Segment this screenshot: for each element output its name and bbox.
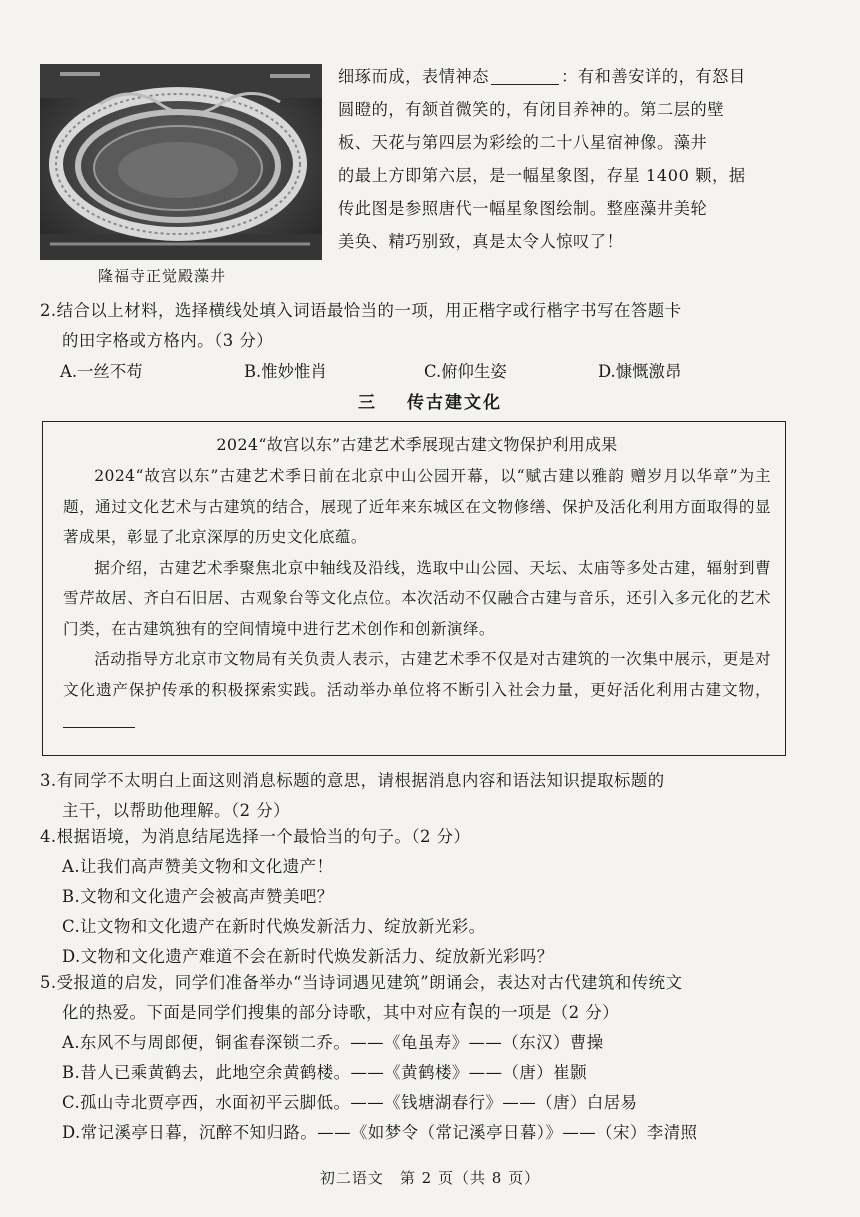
question-5-line-2 <box>40 998 830 1028</box>
news-paragraph-1: 2024“故宫以东”古建艺术季日前在北京中山公园开幕，以“赋古建以雅韵 赠岁月以华章”为主题，通过文化艺术与古建筑的结合，展现了近年来东城区在文物修缮、保护及活化利用方面取得的显著成果，彰显了北京深厚的历史文化底蕴。 <box>63 467 771 546</box>
intro-line-4: 板、天花与第四层为彩绘的二十八星宿神像。藻井 <box>338 133 708 152</box>
intro-line-1: 细琢而成，表情神态 <box>338 67 490 86</box>
page-footer: 初二语文 第 2 页（共 8 页） <box>319 1169 541 1187</box>
option-c: C.让文物和文化遗产在新时代焕发新活力、绽放新光彩。 <box>62 917 486 936</box>
question-5-line-1: 5.受报道的启发，同学们准备举办“当诗词遇见建筑”朗诵会，表达对古代建筑和传统文 <box>40 973 683 992</box>
caisson-photo <box>40 64 322 260</box>
option-d: D.文物和文化遗产难道不会在新时代焕发新活力、绽放新光彩吗？ <box>62 947 554 966</box>
intro-line-6: 传此图是参照唐代一幅星象图绘制。整座藻井美轮 <box>338 199 708 218</box>
option-a: A.一丝不苟 <box>60 362 143 381</box>
question-3-line-2: 主干，以帮助他理解。（2 分） <box>62 801 291 820</box>
news-title: 2024“故宫以东”古建艺术季展现古建文物保护利用成果 <box>216 435 618 454</box>
option-b: B.惟妙惟肖 <box>244 362 327 381</box>
section-number: 三 <box>358 393 377 413</box>
question-4 <box>40 822 830 972</box>
intro-line-7: 美奂、精巧别致，真是太令人惊叹了！ <box>338 232 624 251</box>
emphasis-dotted: • • 有误 <box>450 1003 484 1022</box>
question-4-stem: 4.根据语境，为消息结尾选择一个最恰当的句子。（2 分） <box>40 827 471 846</box>
intro-line-5: 的最上方即第六层，是一幅星象图，存星 1400 颗，据 <box>338 166 746 185</box>
option-c: C.俯仰生姿 <box>424 362 507 381</box>
photo-caption: 隆福寺正觉殿藻井 <box>98 267 227 285</box>
question-5-line-2-c: 的一项是（2 分） <box>484 1003 620 1022</box>
intro-line-2: ：有和善安详的，有怒目 <box>561 67 746 86</box>
question-3 <box>40 766 830 826</box>
option-a: A.让我们高声赞美文物和文化遗产！ <box>62 857 334 876</box>
option-c: C.孤山寺北贾亭西，水面初平云脚低。——《钱塘湖春行》——（唐）白居易 <box>62 1093 638 1112</box>
news-paragraph-3 <box>63 644 771 736</box>
answer-blank <box>491 68 559 85</box>
option-a: A.东风不与周郎便，铜雀春深锁二乔。——《龟虽寿》——（东汉）曹操 <box>62 1033 604 1052</box>
caisson-illustration <box>40 64 322 260</box>
intro-passage <box>338 60 828 258</box>
answer-blank <box>63 711 135 728</box>
question-2-stem-line-1: 2.结合以上材料，选择横线处填入词语最恰当的一项，用正楷字或行楷字书写在答题卡 <box>40 301 682 320</box>
section-heading <box>0 388 860 413</box>
question-2-stem-line-2: 的田字格或方格内。（3 分） <box>62 331 274 350</box>
section-title: 传古建文化 <box>407 393 502 413</box>
question-5 <box>40 968 830 1148</box>
intro-line-3: 圆瞪的，有颔首微笑的，有闭目养神的。第二层的壁 <box>338 100 725 119</box>
news-box <box>42 421 786 756</box>
option-b: B.昔人已乘黄鹤去，此地空余黄鹤楼。——《黄鹤楼》——（唐）崔颢 <box>62 1063 587 1082</box>
option-d: D.慷慨激昂 <box>598 362 682 381</box>
option-b: B.文物和文化遗产会被高声赞美吧？ <box>62 887 334 906</box>
question-3-line-1: 3.有同学不太明白上面这则消息标题的意思，请根据消息内容和语法知识提取标题的 <box>40 771 665 790</box>
option-d: D.常记溪亭日暮，沉醉不知归路。——《如梦令（常记溪亭日暮）》——（宋）李清照 <box>62 1123 698 1142</box>
question-5-line-2-a: 化的热爱。下面是同学们搜集的部分诗歌，其中对应 <box>62 1003 451 1022</box>
question-2 <box>40 296 830 356</box>
news-paragraph-3-text: 活动指导方北京市文物局有关负责人表示，古建艺术季不仅是对古建筑的一次集中展示，更是对文化遗产保护传承的积极探索实践。活动举办单位将不断引入社会力量，更好活化利用古建文物， <box>63 650 771 699</box>
news-paragraph-2: 据介绍，古建艺术季聚焦北京中轴线及沿线，选取中山公园、天坛、太庙等多处古建，辐射到曹雪芹故居、齐白石旧居、古观象台等文化点位。本次活动不仅融合古建与音乐，还引入多元化的艺术门类，在古建筑独有的空间情境中进行艺术创作和创新演绎。 <box>63 558 771 638</box>
